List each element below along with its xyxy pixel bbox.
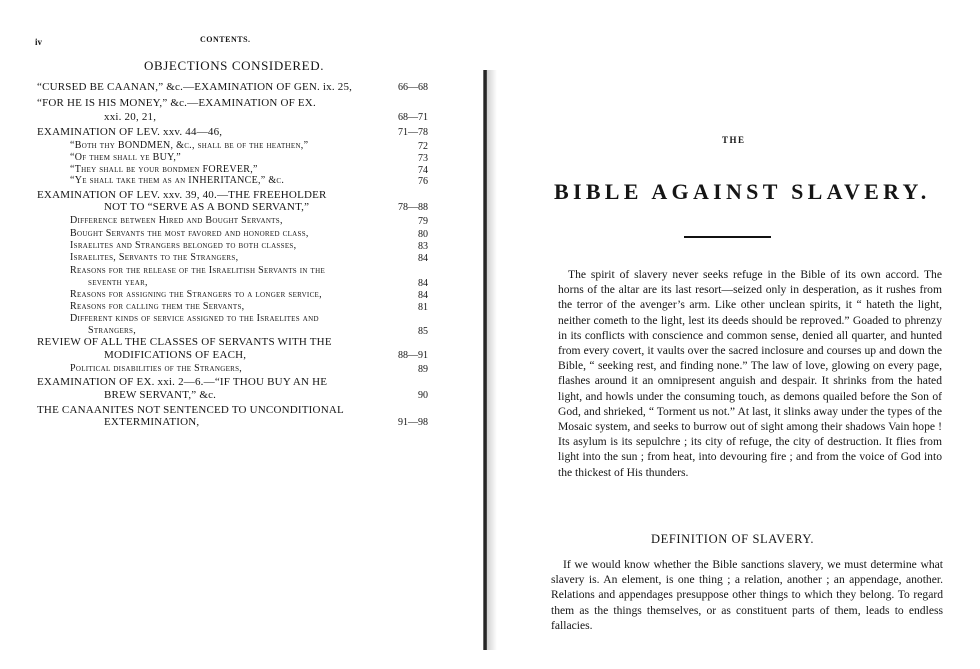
toc-entry: THE CANAANITES NOT SENTENCED TO UNCONDITIONAL — [37, 404, 344, 416]
paragraph-text: If we would know whether the Bible sanctions slavery, we must determine what slavery is. An element, is one thing ; a relation, another ; an appendage, another. Relations and appendages presuppose other things to which they belong. To regard them as the things themselves, or as constituent parts of them, leads to endless fallacies. — [551, 558, 943, 632]
toc-entry: “CURSED BE CAANAN,” &c.—EXAMINATION OF GEN. ix. 25, — [37, 81, 353, 93]
toc-page-number: 88—91 — [398, 350, 428, 361]
toc-entry: “Of them shall ye BUY,” — [70, 152, 181, 163]
toc-page-number: 80 — [418, 229, 428, 240]
toc-entry: NOT TO “SERVE AS A BOND SERVANT,” — [104, 201, 310, 213]
toc-page-number: 84 — [418, 290, 428, 301]
toc-entry: REVIEW OF ALL THE CLASSES OF SERVANTS WITH THE — [37, 336, 332, 348]
toc-entry: “Ye shall take them as an INHERITANCE,” &c. — [70, 175, 285, 186]
toc-entry: xxi. 20, 21, — [104, 111, 157, 123]
toc-entry: EXAMINATION OF LEV. xxv. 44—46, — [37, 126, 223, 138]
page-number: iv — [35, 37, 43, 47]
toc-entry: Reasons for assigning the Strangers to a longer service, — [70, 289, 322, 300]
toc-entry: “They shall be your bondmen FOREVER,” — [70, 164, 258, 175]
definition-paragraph — [551, 557, 943, 633]
toc-page-number: 78—88 — [398, 202, 428, 213]
book-title: BIBLE AGAINST SLAVERY. — [554, 179, 931, 204]
intro-paragraph — [558, 267, 942, 480]
toc-entry: Strangers, — [88, 325, 137, 336]
toc-page-number: 68—71 — [398, 112, 428, 123]
toc-page-number: 89 — [418, 364, 428, 375]
toc-page-number: 79 — [418, 216, 428, 227]
toc-entry: MODIFICATIONS OF EACH, — [104, 349, 247, 361]
toc-entry: Reasons for the release of the Israelitish Servants in the — [70, 265, 326, 276]
gutter-shadow — [487, 70, 497, 650]
toc-page-number: 73 — [418, 153, 428, 164]
paragraph-text: The spirit of slavery never seeks refuge in the Bible of its own accord. The horns of the altar are its last resort—seized only in desperation, as it rushes from the terror of the avenger’s arm. Like other unclean spirits, it “ hateth the light, neither cometh to the light, lest its deeds should be reproved.” Goaded to phrenzy in its conflicts with conscience and common sense, denied all quarter, and hunted from every covert, it vaults over the sacred inclosure and courses up and down the Bible, “ seeking rest, and finding none.” The law of love, glowing on every page, flashes around it an omnipresent anguish and despair. It shrinks from the hated light, and howls under the consuming touch, as demons quailed before the Son of God, and shrieked, “ Torment us not.” At last, it slinks away under the types of the Mosaic system, and seeks to burrow out of sight among their shadows Vain hope ! Its asylum is its sepulchre ; its city of refuge, the city of destruction. It flies from light into the sun ; from heat, into devouring fire ; and from the voice of God into the thickest of His thunders. — [558, 268, 942, 479]
toc-page-number: 66—68 — [398, 82, 428, 93]
title-rule — [684, 236, 771, 238]
toc-entry: “Both thy BONDMEN, &c., shall be of the heathen,” — [70, 140, 309, 151]
toc-entry: Israelites, Servants to the Strangers, — [70, 252, 239, 263]
toc-entry: EXAMINATION OF LEV. xxv. 39, 40.—THE FREEHOLDER — [37, 189, 327, 201]
title-article: THE — [722, 135, 746, 145]
toc-entry: Reasons for calling them the Servants, — [70, 301, 245, 312]
toc-page-number: 76 — [418, 176, 428, 187]
toc-entry: Difference between Hired and Bought Servants, — [70, 215, 283, 226]
toc-page-number: 81 — [418, 302, 428, 313]
running-head: CONTENTS. — [200, 35, 251, 44]
toc-entry: Political disabilities of the Strangers, — [70, 363, 243, 374]
toc-entry: seventh year, — [88, 277, 148, 288]
toc-page-number: 85 — [418, 326, 428, 337]
toc-page-number: 84 — [418, 253, 428, 264]
toc-page-number: 90 — [418, 390, 428, 401]
toc-page-number: 83 — [418, 241, 428, 252]
toc-entry: Different kinds of service assigned to the Israelites and — [70, 313, 319, 324]
definition-heading: DEFINITION OF SLAVERY. — [651, 532, 815, 546]
toc-entry: “FOR HE IS HIS MONEY,” &c.—EXAMINATION OF EX. — [37, 97, 316, 109]
toc-page-number: 91—98 — [398, 417, 428, 428]
toc-entry: EXAMINATION OF EX. xxi. 2—6.—“IF THOU BUY AN HE — [37, 376, 328, 388]
toc-page-number: 84 — [418, 278, 428, 289]
toc-page-number: 74 — [418, 165, 428, 176]
section-heading: OBJECTIONS CONSIDERED. — [144, 58, 325, 73]
toc-page-number: 72 — [418, 141, 428, 152]
toc-entry: Israelites and Strangers belonged to both classes, — [70, 240, 297, 251]
toc-entry: BREW SERVANT,” &c. — [104, 389, 217, 401]
toc-entry: Bought Servants the most favored and honored class, — [70, 228, 309, 239]
toc-page-number: 71—78 — [398, 127, 428, 138]
toc-entry: EXTERMINATION, — [104, 416, 200, 428]
